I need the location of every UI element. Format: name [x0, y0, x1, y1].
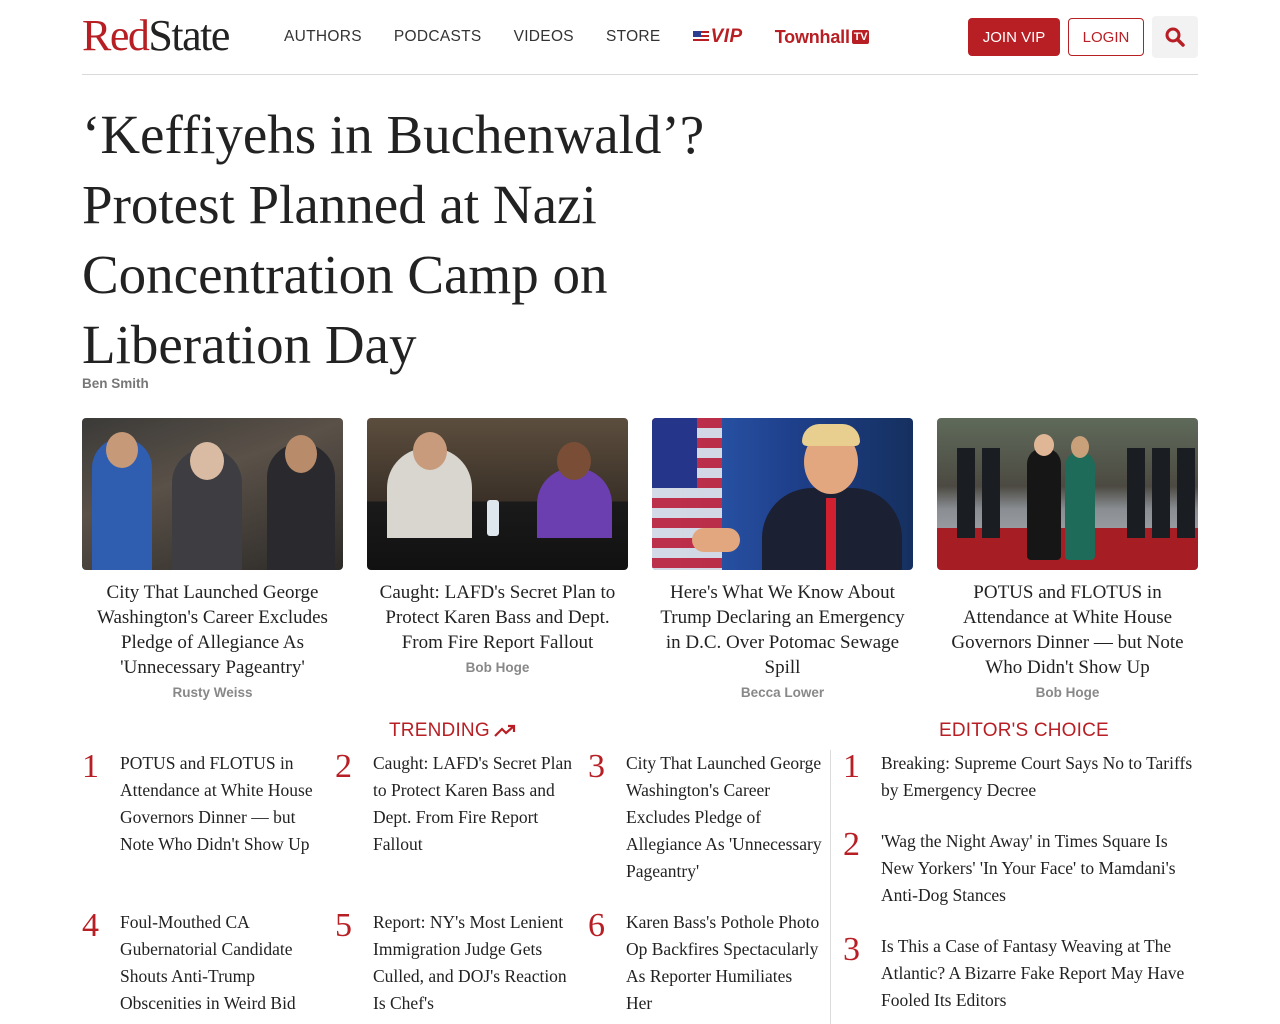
- trending-item-text[interactable]: Foul-Mouthed CA Gubernatorial Candidate Shouts Anti-Trump Obscenities in Weird Bid: [120, 912, 296, 1013]
- card-image[interactable]: [652, 418, 913, 570]
- card-image[interactable]: [937, 418, 1198, 570]
- rank-number: 1: [82, 748, 99, 785]
- trending-item-text[interactable]: Karen Bass's Pothole Photo Op Backfires Spectacularly As Reporter Humiliates Her: [626, 912, 820, 1013]
- trending-item[interactable]: [82, 750, 322, 858]
- nav-townhall-tv[interactable]: [775, 27, 870, 48]
- search-button[interactable]: [1152, 16, 1198, 58]
- card-author[interactable]: Rusty Weiss: [172, 685, 253, 700]
- card-author[interactable]: Bob Hoge: [465, 660, 530, 675]
- card-author[interactable]: Bob Hoge: [1035, 685, 1100, 700]
- rank-number: 3: [588, 748, 605, 785]
- rank-number: 5: [335, 907, 352, 944]
- column-divider: [830, 750, 831, 1024]
- card-title[interactable]: POTUS and FLOTUS in Attendance at White House Governors Dinner — but Note Who Didn't Show Up: [951, 582, 1184, 678]
- nav-store[interactable]: STORE: [605, 28, 661, 45]
- card-author[interactable]: Becca Lower: [740, 685, 825, 700]
- rank-number: 1: [843, 748, 860, 785]
- tv-badge: TV: [853, 31, 868, 43]
- site-header: [82, 0, 1198, 75]
- search-icon: [1165, 27, 1185, 47]
- rank-number: 3: [843, 931, 860, 968]
- trending-item-text[interactable]: Caught: LAFD's Secret Plan to Protect Karen Bass and Dept. From Fire Report Fallout: [373, 753, 573, 854]
- trending-item[interactable]: [588, 750, 822, 885]
- editors-choice-item[interactable]: [843, 828, 1198, 909]
- article-headline[interactable]: ‘Keffiyehs in Buchenwald’? Protest Planned at Nazi Concentration Camp on Liberation Day: [82, 104, 705, 375]
- featured-card[interactable]: [82, 418, 343, 700]
- card-title[interactable]: Caught: LAFD's Secret Plan to Protect Karen Bass and Dept. From Fire Report Fallout: [379, 582, 616, 653]
- trending-item-text[interactable]: Report: NY's Most Lenient Immigration Judge Gets Culled, and DOJ's Reaction Is Chef's: [373, 912, 567, 1013]
- nav-podcasts[interactable]: PODCASTS: [393, 28, 482, 45]
- rank-number: 4: [82, 907, 99, 944]
- editors-choice-text[interactable]: 'Wag the Night Away' in Times Square Is New Yorkers' 'In Your Face' to Mamdani's Anti-Dog Stances: [881, 831, 1176, 905]
- logo-dark-text: State: [148, 11, 229, 60]
- editors-choice-item[interactable]: [843, 933, 1198, 1014]
- article-author[interactable]: Ben Smith: [82, 376, 149, 391]
- trending-item[interactable]: [335, 750, 575, 858]
- featured-card[interactable]: [652, 418, 913, 700]
- card-title[interactable]: Here's What We Know About Trump Declaring an Emergency in D.C. Over Potomac Sewage Spill: [660, 582, 905, 678]
- trending-up-icon: [494, 724, 516, 738]
- editors-choice-text[interactable]: Breaking: Supreme Court Says No to Tariffs by Emergency Decree: [881, 753, 1193, 800]
- trending-item[interactable]: [335, 909, 575, 1017]
- login-button[interactable]: LOGIN: [1068, 18, 1144, 56]
- trending-item-text[interactable]: City That Launched George Washington's Career Excludes Pledge of Allegiance As 'Unnecessary Pageantry': [626, 753, 822, 881]
- nav-videos[interactable]: VIDEOS: [513, 28, 574, 45]
- featured-card[interactable]: [367, 418, 628, 700]
- rank-number: 6: [588, 907, 605, 944]
- rank-number: 2: [335, 748, 352, 785]
- rank-number: 2: [843, 826, 860, 863]
- featured-cards: [82, 418, 1198, 700]
- logo-red-text: Red: [82, 11, 149, 60]
- editors-choice-heading: EDITOR'S CHOICE: [939, 720, 1109, 741]
- card-image[interactable]: [367, 418, 628, 570]
- editors-choice-item[interactable]: [843, 750, 1198, 804]
- card-image[interactable]: [82, 418, 343, 570]
- trending-item[interactable]: [588, 909, 822, 1017]
- vip-label: VIP: [710, 26, 743, 47]
- townhall-label: Townhall: [774, 26, 850, 47]
- trending-label: TRENDING: [389, 720, 490, 741]
- trending-item[interactable]: [82, 909, 322, 1017]
- site-logo[interactable]: [82, 12, 229, 60]
- us-flag-icon: [693, 31, 709, 43]
- featured-card[interactable]: [937, 418, 1198, 700]
- nav-vip[interactable]: [693, 26, 743, 48]
- trending-item-text[interactable]: POTUS and FLOTUS in Attendance at White House Governors Dinner — but Note Who Didn't Show Up: [120, 753, 313, 854]
- trending-heading: [389, 720, 516, 742]
- nav-authors[interactable]: AUTHORS: [284, 28, 362, 45]
- join-vip-button[interactable]: JOIN VIP: [968, 18, 1060, 56]
- main-nav: [284, 26, 869, 48]
- card-title[interactable]: City That Launched George Washington's Career Excludes Pledge of Allegiance As 'Unnecessary Pageantry': [97, 582, 328, 678]
- editors-choice-text[interactable]: Is This a Case of Fantasy Weaving at The Atlantic? A Bizarre Fake Report May Have Fooled Its Editors: [881, 936, 1185, 1010]
